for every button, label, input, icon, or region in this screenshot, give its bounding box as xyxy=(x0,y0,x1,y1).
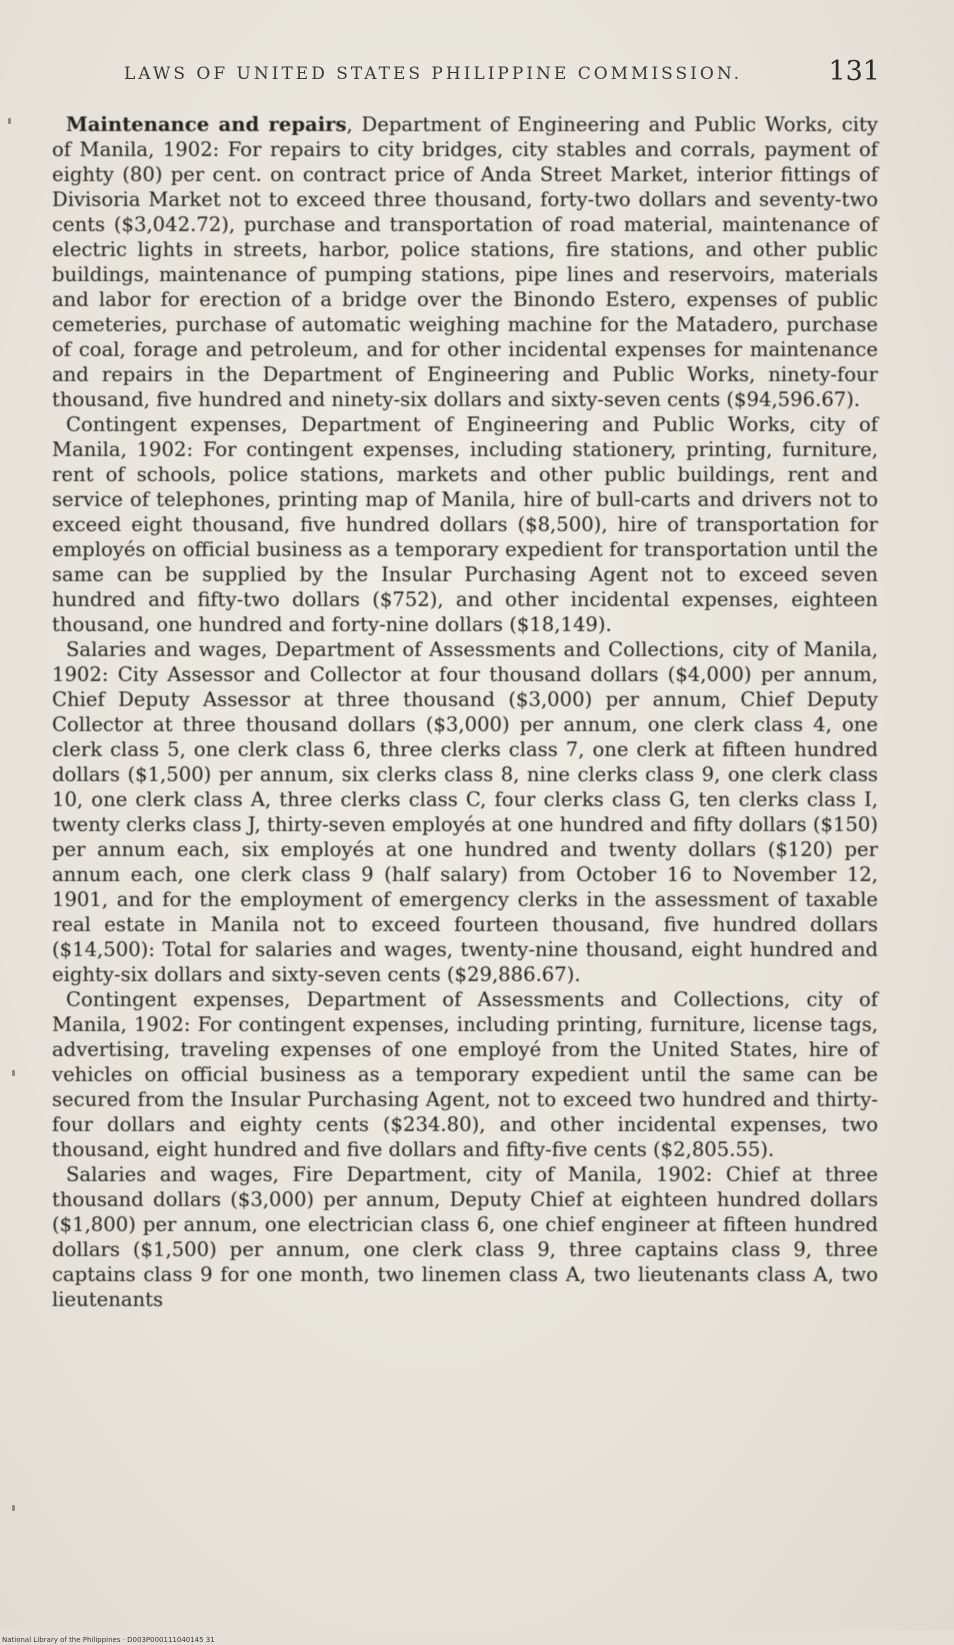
paragraph-contingent-assessments xyxy=(52,987,878,1162)
paragraph-text: Salaries and wages, Department of Assessments and Collections, city of Manila, 1902: City Assessor and Collector at four thousand dollars ($4,000) per annum, Chief Deputy Assessor at three thousand ($3,000) per annum, Chief Deputy Collector at three thousand dollars ($3,000) per annum, one clerk class 4, one clerk class 5, one clerk class 6, three clerks class 7, one clerk at fifteen hundred dollars ($1,500) per annum, six clerks class 8, nine clerks class 9, one clerk class 10, one clerk class A, three clerks class C, four clerks class G, ten clerks class I, twenty clerks class J, thirty-seven employés at one hundred and fifty dollars ($150) per annum each, six employés at one hundred and twenty dollars ($120) per annum each, one clerk class 9 (half salary) from October 16 to November 12, 1901, and for the employment of emergency clerks in the assessment of taxable real estate in Manila not to exceed fourteen thousand, five hundred dollars ($14,500): Total for salaries and wages, twenty-nine thousand, eight hundred and eighty-six dollars and sixty-seven cents ($29,886.67). xyxy=(52,638,878,986)
running-head: LAWS OF UNITED STATES PHILIPPINE COMMISSION. xyxy=(124,64,743,84)
paragraph-contingent-engineering xyxy=(52,412,878,637)
paragraph-text: , Department of Engineering and Public Works, city of Manila, 1902: For repairs to city bridges, city stables and corrals, payment of eighty (80) per cent. on contract price of Anda Street Market, interior fittings of Divisoria Market not to exceed three thousand, forty-two dollars and seventy-two cents ($3,042.72), purchase and transportation of road material, maintenance of electric lights in streets, harbor, police stations, fire stations, and other public buildings, maintenance of pumping stations, pipe lines and reservoirs, materials and labor for erection of a bridge over the Binondo Estero, expenses of public cemeteries, purchase of automatic weighing machine for the Matadero, purchase of coal, forage and petroleum, and for other incidental expenses for maintenance and repairs in the Department of Engineering and Public Works, ninety-four thousand, five hundred and ninety-six dollars and sixty-seven cents ($94,596.67). xyxy=(52,113,878,411)
paragraph-text: Salaries and wages, Fire Department, city of Manila, 1902: Chief at three thousand dollars ($3,000) per annum, Deputy Chief at eighteen hundred dollars ($1,800) per annum, one electrician class 6, one chief engineer at fifteen hundred dollars ($1,500) per annum, one clerk class 9, three captains class 9, three captains class 9 for one month, two linemen class A, two lieutenants class A, two lieutenants xyxy=(52,1163,878,1311)
paragraph-text: Contingent expenses, Department of Engineering and Public Works, city of Manila, 1902: For contingent expenses, including stationery, printing, furniture, rent of schools, police stations, markets and other public buildings, rent and service of telephones, printing map of Manila, hire of bull-carts and drivers not to exceed eight thousand, five hundred dollars ($8,500), hire of transportation for employés on official business as a temporary expedient for transportation until the same can be supplied by the Insular Purchasing Agent not to exceed seven hundred and fifty-two dollars ($752), and other incidental expenses, eighteen thousand, one hundred and forty-nine dollars ($18,149). xyxy=(52,413,878,636)
paragraph-maintenance-repairs xyxy=(52,112,878,412)
paragraph-salaries-assessments xyxy=(52,637,878,987)
paragraph-text: Contingent expenses, Department of Assessments and Collections, city of Manila, 1902: For contingent expenses, including printing, furniture, license tags, advertising, traveling expenses of one employé from the United States, hire of vehicles on official business as a temporary expedient until the same can be secured from the Insular Purchasing Agent, not to exceed two hundred and thirty-four dollars and eighty cents ($234.80), and other incidental expenses, two thousand, eight hundred and five dollars and fifty-five cents ($2,805.55). xyxy=(52,988,878,1161)
footer-credit: National Library of the Philippines · D003P000111040145 31 xyxy=(2,1636,215,1644)
margin-speck xyxy=(8,118,11,124)
page-header xyxy=(120,56,880,92)
page-number: 131 xyxy=(828,56,880,87)
body-text xyxy=(52,112,878,1312)
paragraph-salaries-fire-department xyxy=(52,1162,878,1312)
margin-speck xyxy=(12,1070,15,1076)
margin-speck xyxy=(12,1505,15,1511)
paragraph-lead: Maintenance and repairs xyxy=(66,113,347,136)
